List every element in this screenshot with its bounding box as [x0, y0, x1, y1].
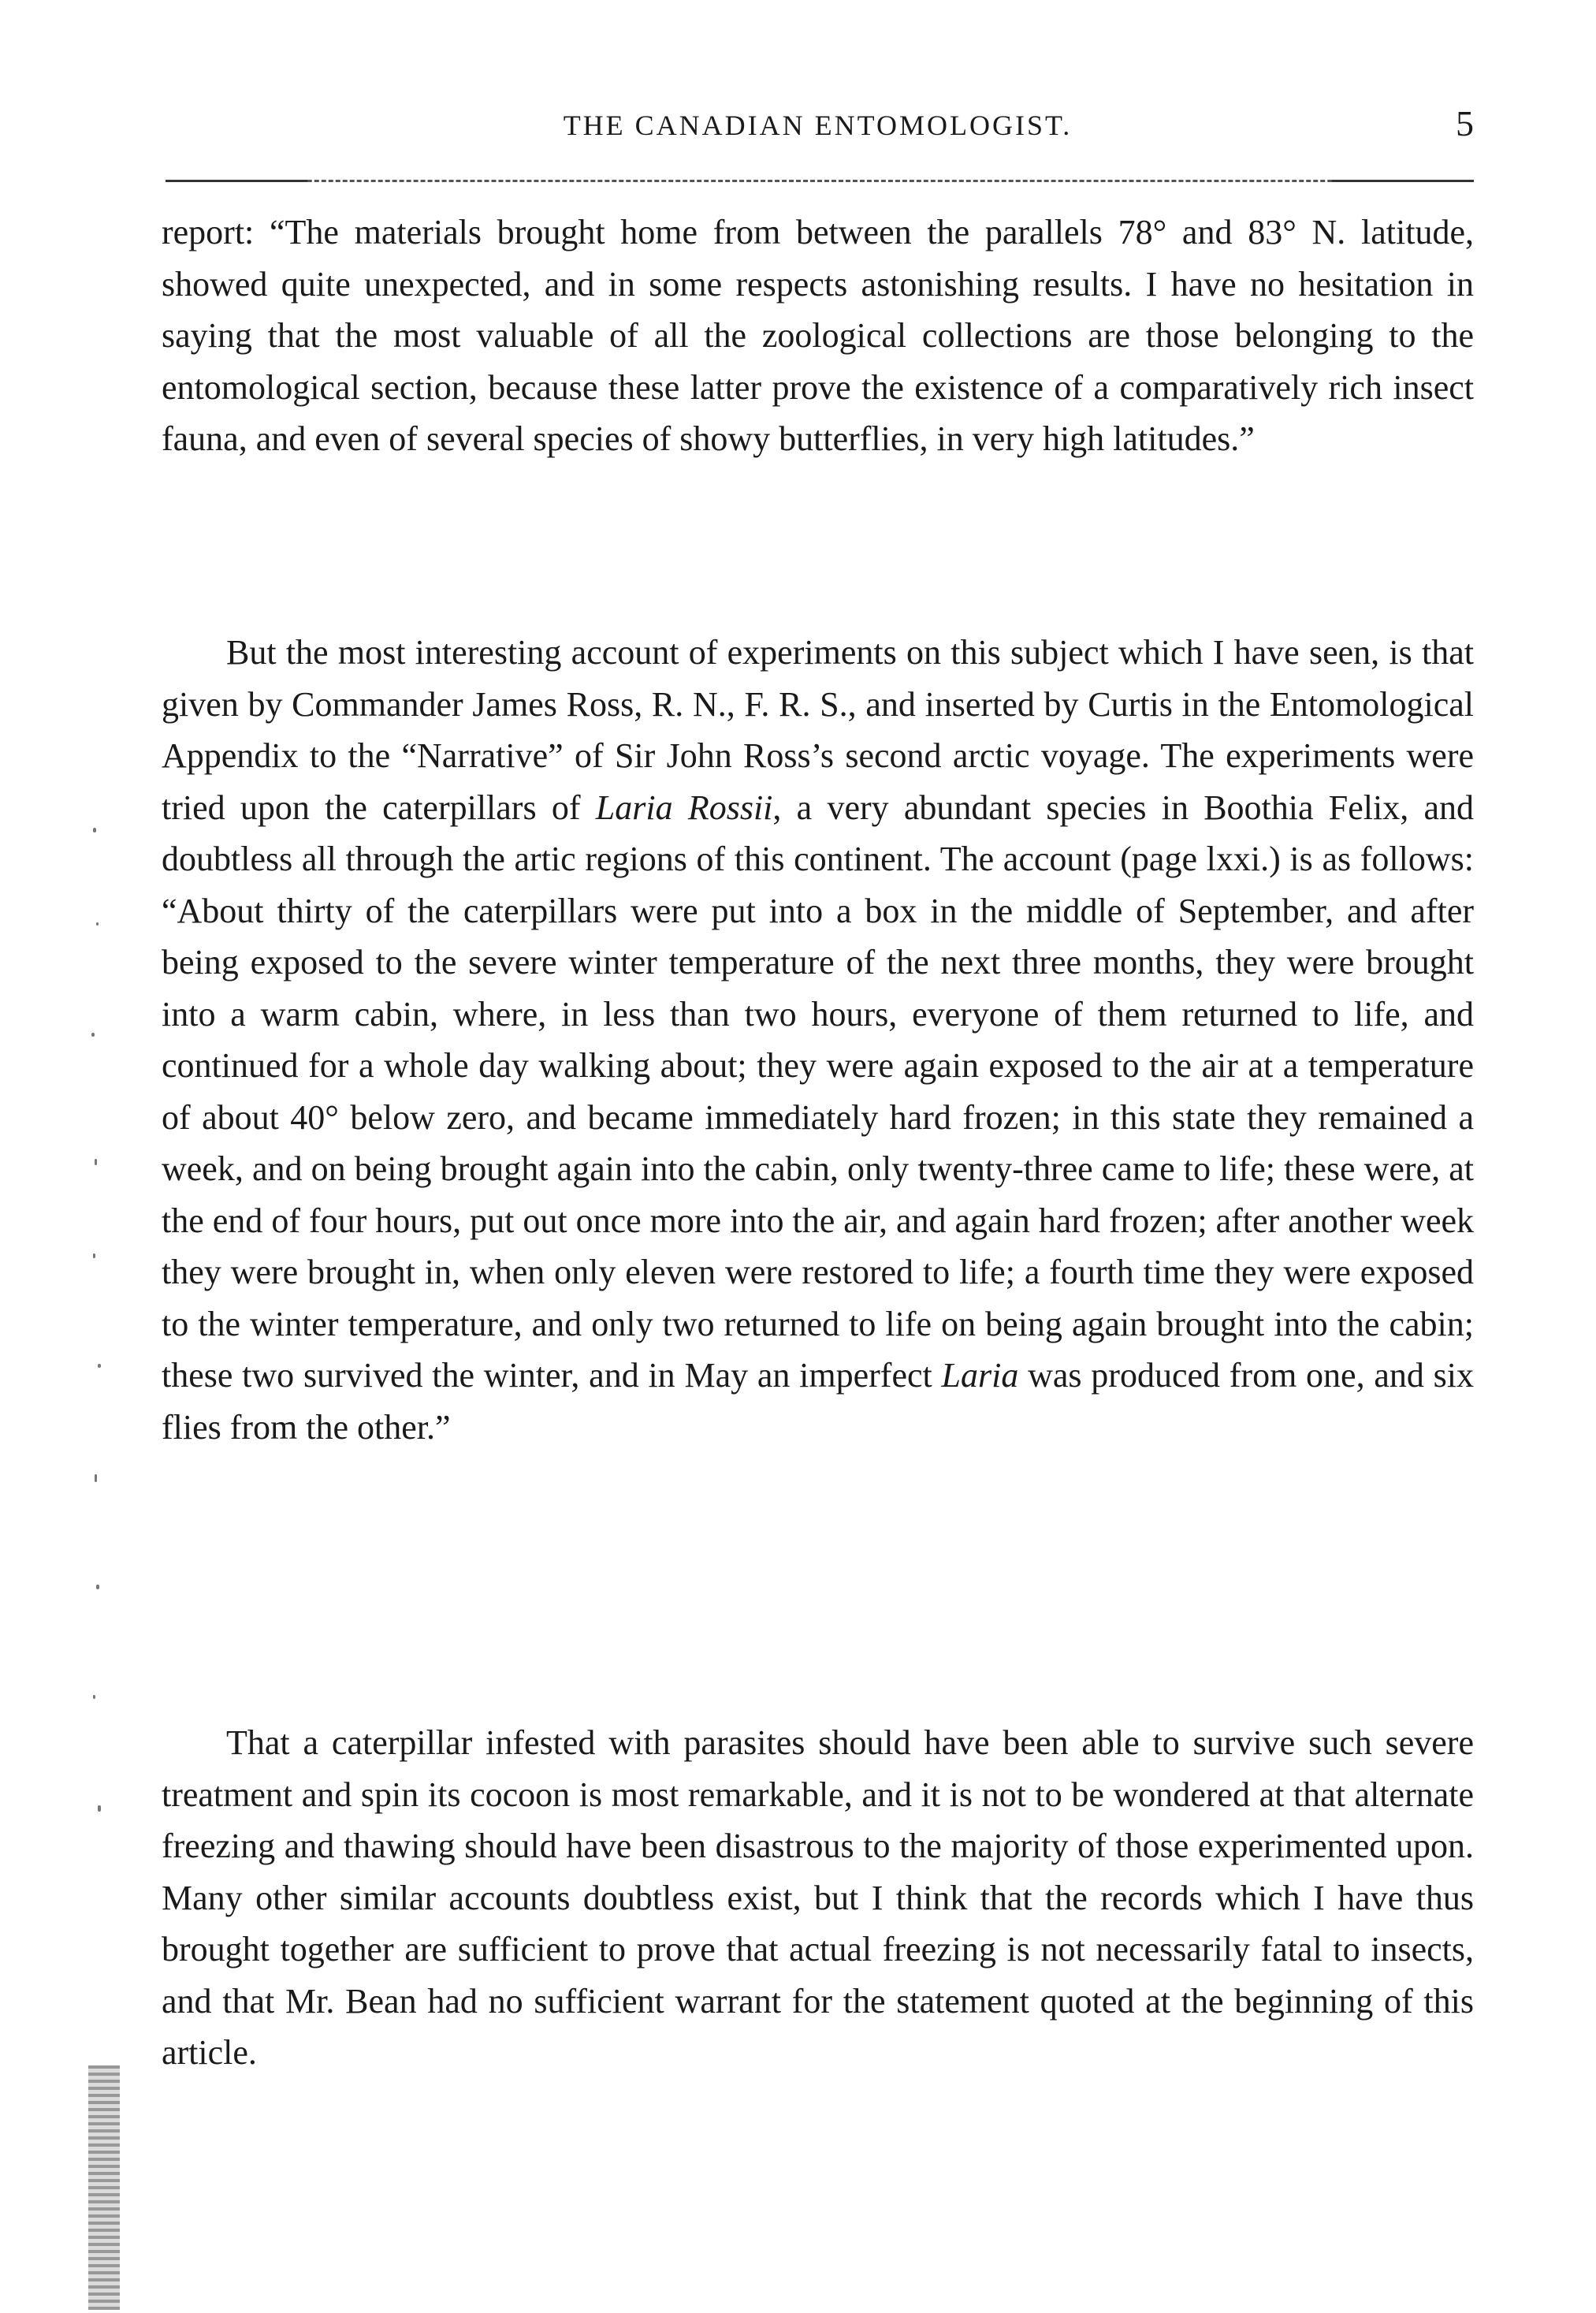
paragraph-2-text-b: , a very abundant species in Boothia Felix, and doubtless all through the artic regions of this continent. The account (page lxxi.) is as follows: “About thirty of the caterpillars were put into a box in the middle of September, and after being exposed to the severe winter temperature of the next three months, they were brought into a warm cabin, where, in less than two hours, everyone of them returned to life, and continued for a whole day walking about; they were again exposed to the air at a temperature of about 40° below zero, and became immediately hard frozen; in this state they remained a week, and on being brought again into the cabin, only twenty-three came to life; these were, at the end of four hours, put out once more into the air, and again hard frozen; after another week they were brought in, when only eleven were restored to life; a fourth time they were exposed to the winter temperature, and only two returned to life on being again brought into the cabin; these two survived the winter, and in May an imperfect: [162, 788, 1475, 1395]
scan-speck: [91, 1033, 95, 1037]
paragraph-1: report: “The materials brought home from between the parallels 78° and 83° N. latitude, showed quite unexpected, and in some respects astonishing results. I have no hesitation in saying that the most valuable of all the zoological collections are those belonging to the entomological section, because these latter prove the existence of a comparatively rich insect fauna, and even of several species of showy butterflies, in very high latitudes.”: [162, 213, 1474, 458]
scan-speck: [93, 828, 96, 832]
header-rule: [166, 180, 1474, 182]
scan-speck: [93, 1253, 95, 1258]
paragraph-2-text-c: was produced from one, and six flies from the other.”: [162, 1356, 1474, 1447]
journal-title: THE CANADIAN ENTOMOLOGIST.: [563, 110, 1073, 141]
scan-speck: [96, 1585, 99, 1589]
paragraph-2: [162, 627, 1474, 1453]
running-head: [162, 102, 1474, 150]
scan-speck: [96, 922, 99, 926]
species-name-italic: Laria Rossii: [595, 788, 773, 827]
scan-speck: [98, 1805, 101, 1812]
scan-speck: [95, 1474, 97, 1482]
paragraph-2-text-a: But the most interesting account of experiments on this subject which I have seen, is that given by Commander James Ross, R. N., F. R. S., and inserted by Curtis in the Entomological Appendix to the “Narrative” of Sir John Ross’s second arctic voyage. The experiments were tried upon the caterpillars of: [162, 633, 1474, 827]
scan-edge-artifact: [88, 2065, 120, 2310]
paragraph-3: That a caterpillar infested with parasites should have been able to survive such severe treatment and spin its cocoon is most remarkable, and it is not to be wondered at that alternate freezing and thawing should have been disastrous to the majority of those experimented upon. Many other similar accounts doubtless exist, but I think that the records which I have thus brought together are sufficient to prove that actual freezing is not necessarily fatal to insects, and that Mr. Bean had no sufficient warrant for the statement quoted at the beginning of this article.: [162, 1723, 1474, 2072]
genus-name-italic: Laria: [941, 1356, 1019, 1395]
scan-speck: [98, 1364, 101, 1368]
page-number: 5: [1456, 103, 1474, 143]
scan-speck: [95, 1159, 97, 1165]
scan-speck: [93, 1695, 95, 1699]
